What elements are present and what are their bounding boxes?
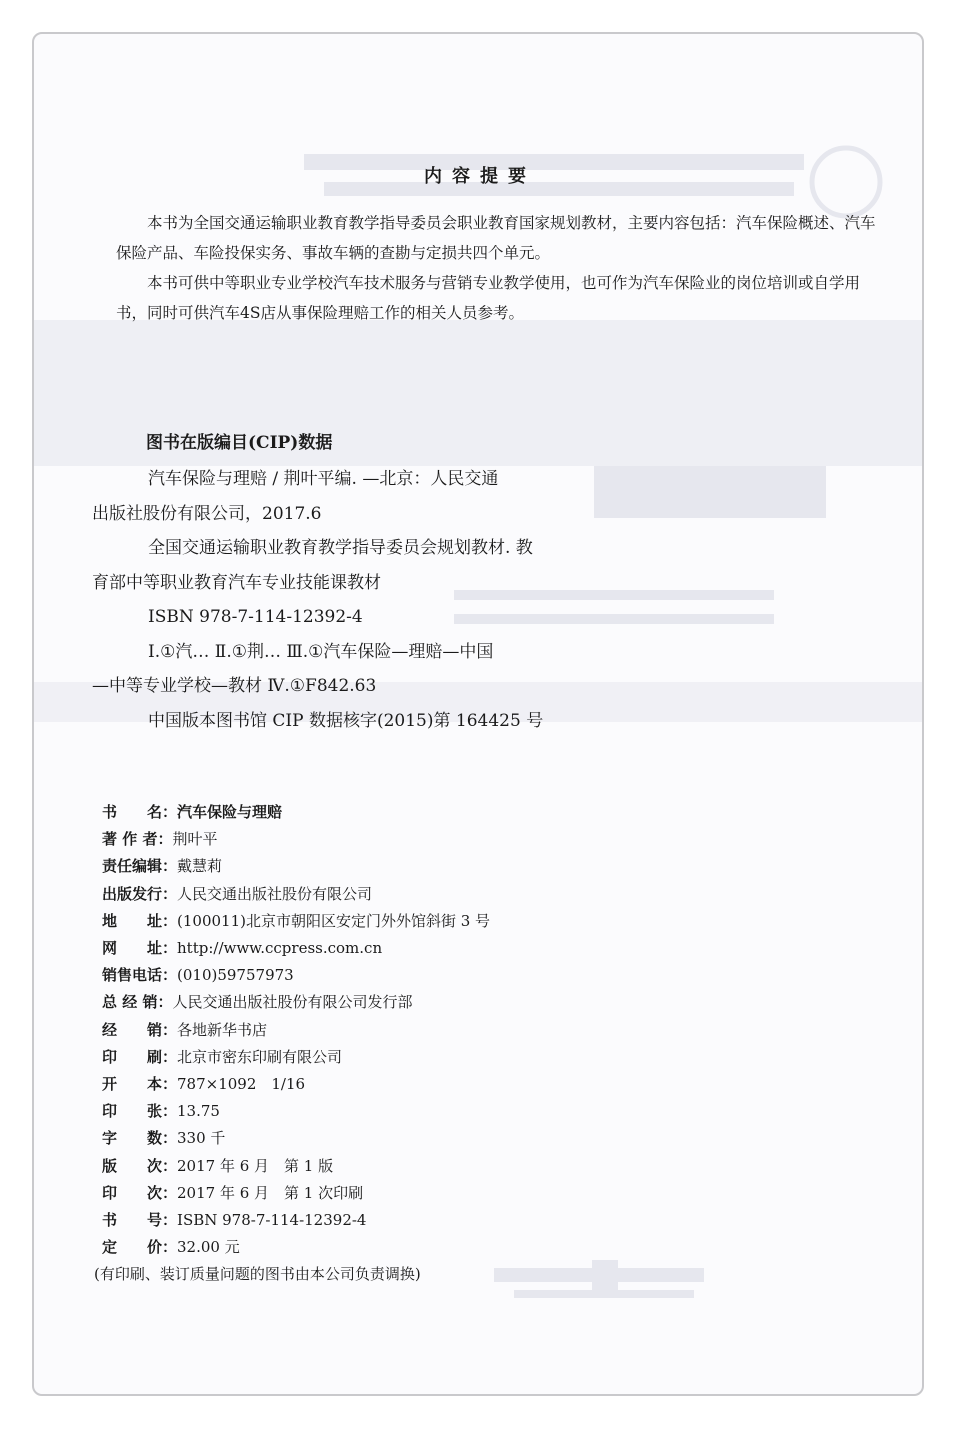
info-value: 330 千 xyxy=(177,1129,226,1148)
info-value: ISBN 978-7-114-12392-4 xyxy=(177,1211,367,1230)
info-value: 13.75 xyxy=(177,1102,220,1121)
info-value: 戴慧莉 xyxy=(177,857,223,876)
info-label: 印 次： xyxy=(102,1183,178,1202)
cip-data-block xyxy=(92,462,652,738)
info-value: 各地新华书店 xyxy=(177,1020,268,1039)
info-row-website xyxy=(102,935,802,962)
info-label: 地 址： xyxy=(102,911,178,930)
cip-line: 汽车保险与理赔 / 荆叶平编. —北京：人民交通 xyxy=(148,469,499,489)
info-label: 经 销： xyxy=(102,1020,178,1039)
info-value: http://www.ccpress.com.cn xyxy=(177,939,383,958)
info-row-wordcount xyxy=(102,1125,802,1152)
info-label: 印 张： xyxy=(102,1102,178,1121)
info-value: 北京市密东印刷有限公司 xyxy=(177,1047,343,1066)
info-label: 网 址： xyxy=(102,939,178,958)
info-row-printer xyxy=(102,1044,802,1071)
info-label: 书 名： xyxy=(102,803,178,821)
info-label: 书 号： xyxy=(102,1211,178,1230)
info-value: (010)59757973 xyxy=(177,966,294,985)
copyright-page xyxy=(32,32,924,1396)
info-row-editor xyxy=(102,853,802,880)
info-value: 人民交通出版社股份有限公司发行部 xyxy=(172,993,413,1012)
info-label: 总 经 销： xyxy=(102,993,173,1012)
info-label: 字 数： xyxy=(102,1129,178,1148)
info-value: 人民交通出版社股份有限公司 xyxy=(177,884,373,903)
info-label: 销售电话： xyxy=(102,966,178,985)
info-value: 汽车保险与理赔 xyxy=(177,803,283,821)
info-label: 责任编辑： xyxy=(102,857,178,876)
cip-line: —中等专业学校—教材 Ⅳ.①F842.63 xyxy=(92,676,377,696)
info-row-format xyxy=(102,1071,802,1098)
info-value: (100011)北京市朝阳区安定门外外馆斜街 3 号 xyxy=(177,911,491,930)
cip-line: 全国交通运输职业教育教学指导委员会规划教材. 教 xyxy=(148,538,533,558)
info-row-author xyxy=(102,826,802,853)
info-label: 版 次： xyxy=(102,1156,178,1175)
info-value: 787×1092 1/16 xyxy=(177,1075,306,1094)
info-value: 32.00 元 xyxy=(177,1238,240,1257)
info-row-title xyxy=(102,799,802,826)
info-value: 2017 年 6 月 第 1 次印刷 xyxy=(177,1183,364,1202)
info-label: 开 本： xyxy=(102,1075,178,1094)
info-row-edition xyxy=(102,1153,802,1180)
summary-title: 内容提要 xyxy=(424,166,536,187)
cip-line: 中国版本图书馆 CIP 数据核字(2015)第 164425 号 xyxy=(148,710,544,731)
cip-title: 图书在版编目(CIP)数据 xyxy=(146,433,333,453)
info-row-address xyxy=(102,908,802,935)
summary-paragraph: 本书可供中等职业专业学校汽车技术服务与营销专业教学使用，也可作为汽车保险业的岗位培训或自学用书，同时可供汽车4S店从事保险理赔工作的相关人员参考。 xyxy=(116,274,861,322)
publication-info xyxy=(94,799,802,1289)
cip-line: 出版社股份有限公司，2017.6 xyxy=(92,503,322,524)
info-row-phone xyxy=(102,962,802,989)
info-row-price xyxy=(102,1234,802,1261)
info-label: 定 价： xyxy=(102,1238,178,1257)
info-row-publisher xyxy=(102,881,802,908)
info-row-printing xyxy=(102,1180,802,1207)
quality-note: (有印刷、装订质量问题的图书由本公司负责调换) xyxy=(94,1265,421,1284)
info-row-distributor xyxy=(102,989,802,1016)
info-label: 著 作 者： xyxy=(102,830,173,849)
summary-paragraph: 本书为全国交通运输职业教育教学指导委员会职业教育国家规划教材，主要内容包括：汽车保险概述、汽车保险产品、车险投保实务、事故车辆的查勘与定损共四个单元。 xyxy=(116,214,876,262)
info-value: 荆叶平 xyxy=(172,830,218,849)
info-row-isbn xyxy=(102,1207,802,1234)
cip-line: 育部中等职业教育汽车专业技能课教材 xyxy=(92,572,381,593)
cip-line: ISBN 978-7-114-12392-4 xyxy=(148,607,363,627)
info-row-sheets xyxy=(102,1098,802,1125)
info-value: 2017 年 6 月 第 1 版 xyxy=(177,1156,334,1175)
info-label: 出版发行： xyxy=(102,884,178,903)
cip-line: Ⅰ.①汽… Ⅱ.①荆… Ⅲ.①汽车保险—理赔—中国 xyxy=(148,641,494,662)
info-row-seller xyxy=(102,1017,802,1044)
info-label: 印 刷： xyxy=(102,1047,178,1066)
